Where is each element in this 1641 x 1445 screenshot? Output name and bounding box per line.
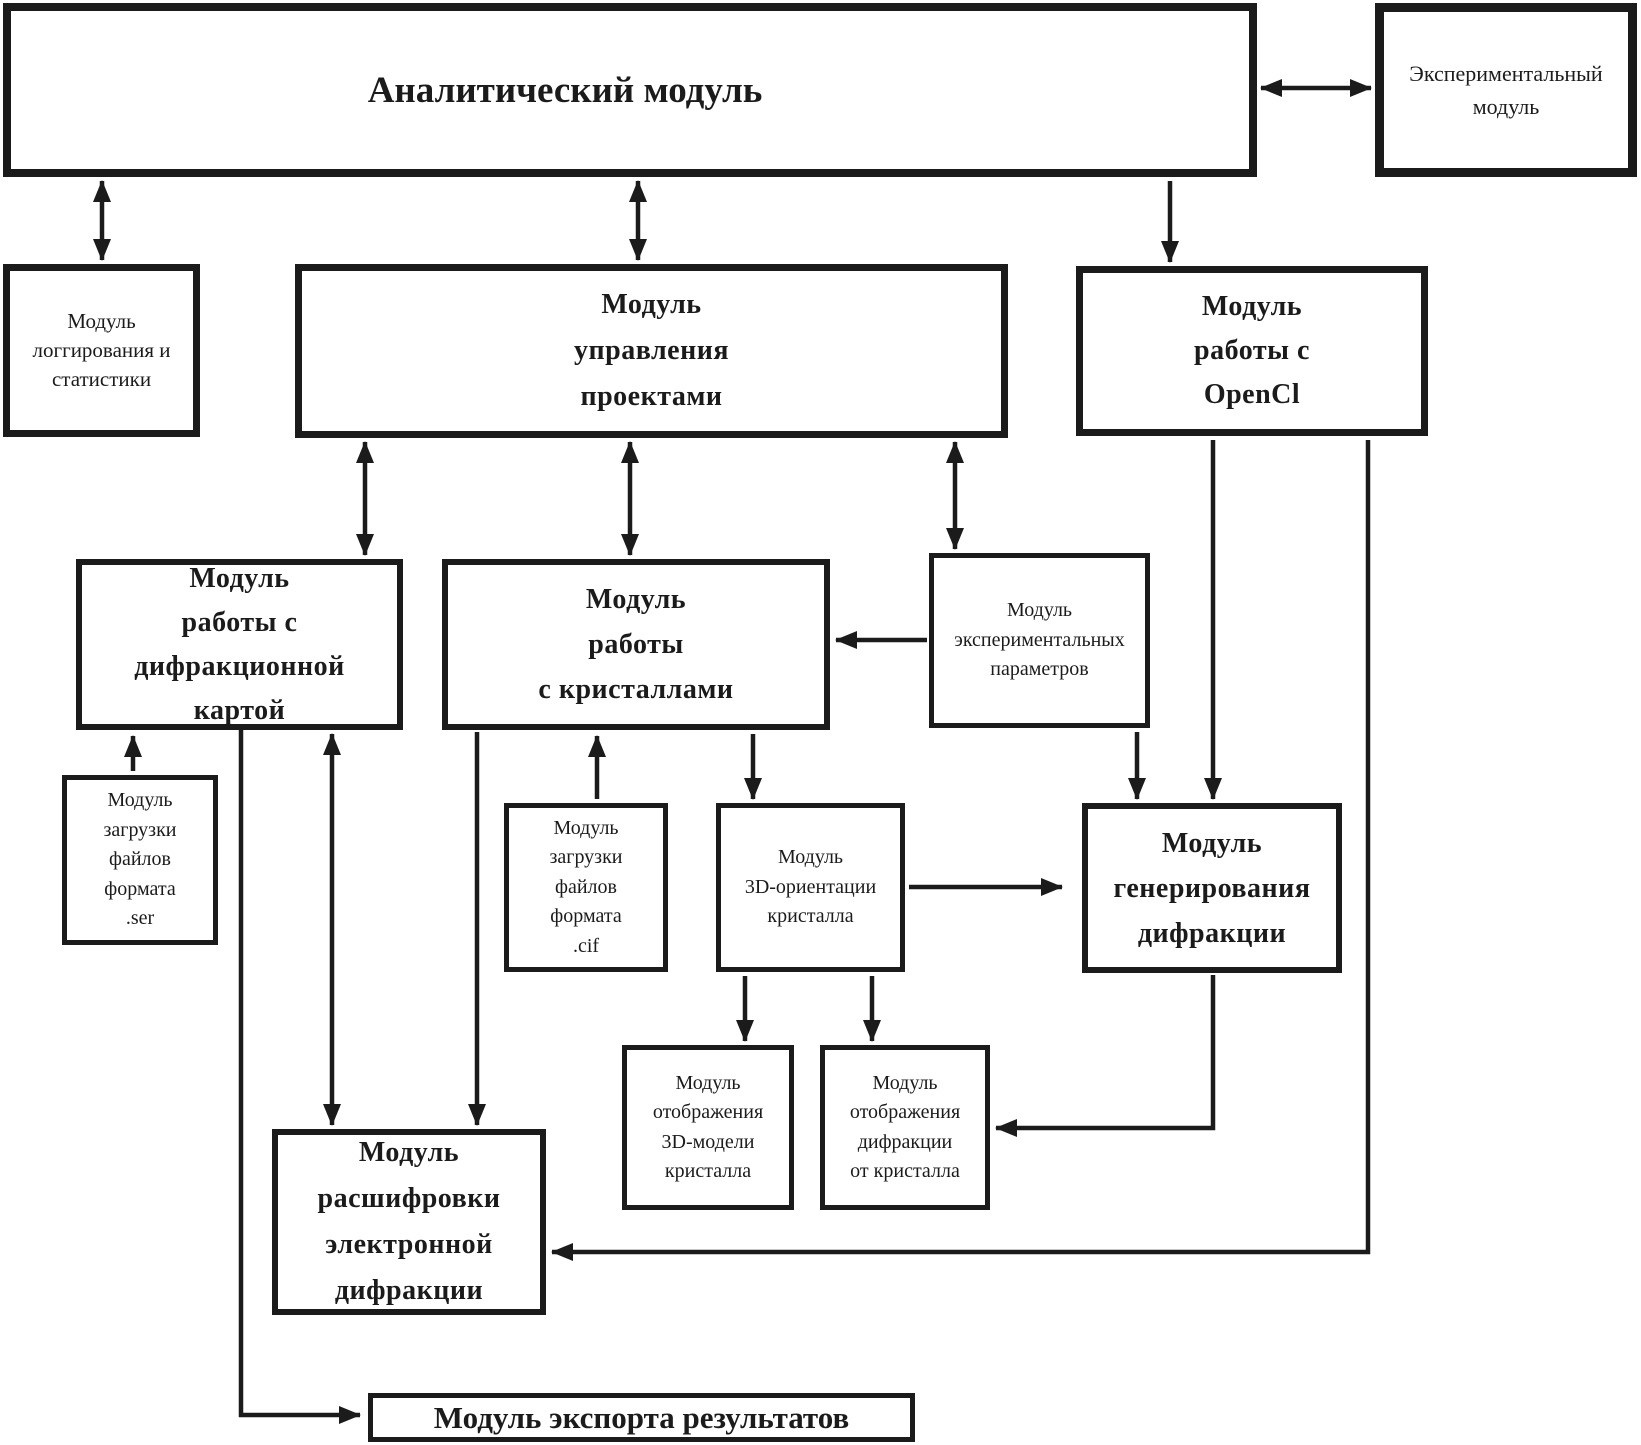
box-experimental-module xyxy=(1375,3,1637,177)
box-logging-statistics-module xyxy=(3,264,200,437)
box-cif-file-loader-module xyxy=(504,803,668,972)
box-label-line: Модуль xyxy=(107,789,173,812)
box-label-line: Модуль xyxy=(872,1071,938,1094)
box-label-line: дифракции xyxy=(857,1130,953,1153)
box-label-line: дифракции xyxy=(1137,917,1287,949)
box-label-line: 3D-модели xyxy=(661,1130,755,1153)
box-label-line: Экспериментальный xyxy=(1409,61,1603,86)
box-label-line: работы xyxy=(588,629,684,660)
box-label-line: Модуль xyxy=(67,309,136,333)
box-label-line: дифракционной xyxy=(134,650,345,682)
box-opencl-module xyxy=(1076,266,1428,436)
box-label-line: Модуль xyxy=(1201,291,1303,322)
box-label-line: Модуль xyxy=(777,846,844,869)
box-label-line: картой xyxy=(193,694,286,726)
box-label-line: Модуль xyxy=(553,816,619,839)
box-label-line: от кристалла xyxy=(850,1160,960,1182)
box-label-line: Модуль xyxy=(189,562,290,594)
box-label-line: расшифровки xyxy=(317,1183,501,1214)
box-label-line: работы с xyxy=(181,606,298,638)
box-label-line: Модуль xyxy=(601,289,702,320)
box-label-line: формата xyxy=(550,905,622,928)
box-label-line: .ser xyxy=(125,907,155,930)
box-label-line: логгирования и xyxy=(32,338,171,362)
box-experimental-parameters-module xyxy=(929,553,1150,728)
box-label-line: файлов xyxy=(109,848,171,871)
box-label: Модуль экспорта результатов xyxy=(433,1399,850,1435)
box-label-line: электронной xyxy=(325,1229,493,1260)
box-label-line: Модуль xyxy=(1161,827,1263,859)
box-diffraction-map-module xyxy=(76,559,403,730)
box-label-line: статистики xyxy=(51,367,152,391)
box-label-line: отображения xyxy=(849,1101,961,1123)
box-label-line: формата xyxy=(104,877,176,900)
box-crystal-diffraction-display-module xyxy=(820,1045,990,1210)
box-diffraction-generation-module xyxy=(1082,803,1342,973)
box-3d-model-display-module xyxy=(622,1045,794,1210)
arrow-gendiff-dispdiff xyxy=(996,975,1213,1128)
box-results-export-module xyxy=(368,1393,915,1442)
box-label: Аналитический модуль xyxy=(367,69,763,111)
box-label-line: OpenCl xyxy=(1203,379,1301,410)
box-label-line: управления xyxy=(573,335,729,366)
box-label-line: .cif xyxy=(572,934,600,957)
box-label-line: модуль xyxy=(1472,94,1540,119)
box-label-line: с кристаллами xyxy=(538,674,734,705)
box-label-line: Модуль xyxy=(358,1137,460,1168)
box-label-line: файлов xyxy=(555,875,617,898)
box-label-line: Модуль xyxy=(675,1071,741,1094)
box-label-line: загрузки xyxy=(103,818,177,841)
box-crystal-3d-orientation-module xyxy=(716,803,905,972)
box-label-line: генерирования xyxy=(1113,872,1311,904)
box-label-line: 3D-ориентации xyxy=(744,875,877,898)
box-project-management-module xyxy=(295,264,1008,438)
box-ser-file-loader-module xyxy=(62,775,218,945)
box-electron-diffraction-decoding-module xyxy=(272,1129,546,1315)
box-label-line: кристалла xyxy=(767,905,854,928)
box-analytical-module xyxy=(3,3,1257,177)
box-label-line: экспериментальных xyxy=(954,628,1125,651)
box-label-line: дифракции xyxy=(334,1275,484,1306)
box-label-line: работы с xyxy=(1194,335,1310,366)
box-label-line: проектами xyxy=(580,381,723,412)
box-label-line: кристалла xyxy=(664,1160,752,1182)
box-crystals-module xyxy=(442,559,830,730)
box-label-line: отображения xyxy=(652,1101,764,1123)
box-label-line: загрузки xyxy=(549,846,623,869)
box-label-line: параметров xyxy=(990,658,1089,681)
box-label-line: Модуль xyxy=(1006,599,1073,622)
box-label-line: Модуль xyxy=(585,584,687,615)
